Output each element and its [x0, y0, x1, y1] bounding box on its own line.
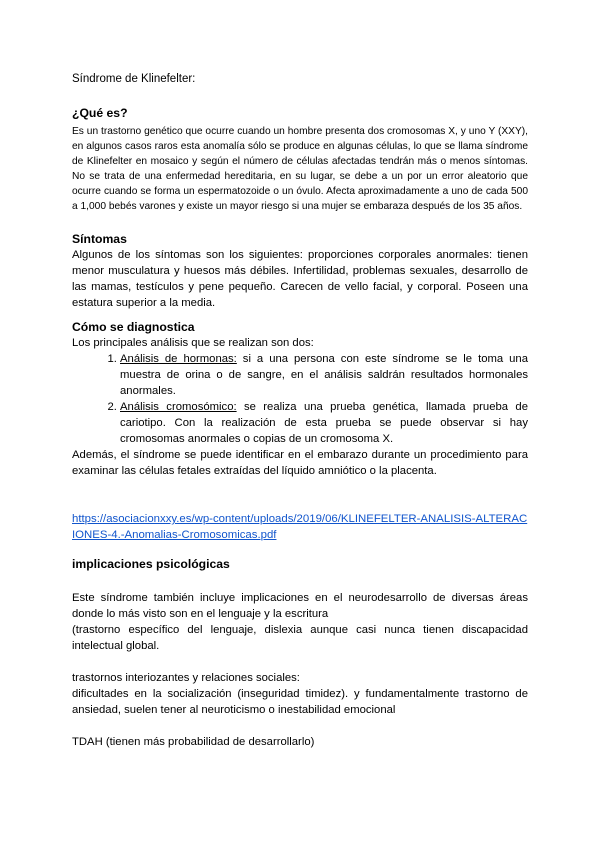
paragraph-trastorno-lenguaje: (trastorno específico del lenguaje, dislexia aunque casi nunca tienen discapacidad intelectual global. — [72, 624, 528, 652]
paragraph-que-es: Es un trastorno genético que ocurre cuando un hombre presenta dos cromosomas X, y uno Y (XXY), en algunos casos raros esta anomalía sólo se produce en algunas células, lo que se llama síndrome de Klinefelter en mosaico y según el número de células afectadas tendrán más o menos síntomas. No se trata de una enfermedad hereditaria, en su lugar, se debe a un por un error aleatorio que ocurre cuando se forma un espermatozoide o un óvulo. Afecta aproximadamente a uno de cada 500 a 1,000 bebés varones y existe un mayor riesgo si una mujer se embaraza después de los 35 años. — [72, 126, 528, 212]
list-item-label: Análisis cromosómico: — [120, 401, 237, 413]
list-item — [120, 399, 528, 447]
paragraph-socializacion: dificultades en la socialización (inseguridad timidez). y fundamentalmente trastorno de ansiedad, suelen tener al neuroticismo o inestabilidad emocional — [72, 688, 528, 716]
document-title: Síndrome de Klinefelter: — [72, 73, 196, 85]
paragraph-sintomas: Algunos de los síntomas son los siguientes: proporciones corporales anormales: tienen menor musculatura y huesos más débiles. Infertilidad, problemas sexuales, desarrollo de las mamas, testículos y pene pequeño. Carecen de vello facial, y corporal. Poseen una estatura superior a la media. — [72, 249, 528, 309]
paragraph-diagnostico-intro: Los principales análisis que se realizan son dos: — [72, 337, 314, 349]
diagnostico-list — [72, 351, 528, 447]
paragraph-trastornos-interiorizantes: trastornos interiozantes y relaciones sociales: — [72, 672, 300, 684]
reference-link[interactable]: https://asociacionxxy.es/wp-content/uploads/2019/06/KLINEFELTER-ANALISIS-ALTERACIONES-4.-Anomalias-Cromosomicas.pdf — [72, 513, 528, 541]
paragraph-tdah: TDAH (tienen más probabilidad de desarrollarlo) — [72, 736, 315, 748]
list-item — [120, 351, 528, 399]
section-heading-sintomas: Síntomas — [72, 232, 127, 246]
section-heading-que-es: ¿Qué es? — [72, 106, 128, 120]
list-item-label: Análisis de hormonas: — [120, 353, 237, 365]
document-page — [72, 72, 528, 750]
section-heading-implicaciones: implicaciones psicológicas — [72, 557, 230, 571]
paragraph-neurodesarrollo: Este síndrome también incluye implicaciones en el neurodesarrollo de diversas áreas donde lo más visto son en el lenguaje y la escritura — [72, 592, 528, 620]
section-heading-diagnostico: Cómo se diagnostica — [72, 320, 195, 334]
list-item-text: si a una persona con este síndrome se le toma una muestra de orina o de sangre, en el análisis saldrán resultados hormonales anormales. — [120, 353, 528, 397]
paragraph-diagnostico-embarazo: Además, el síndrome se puede identificar en el embarazo durante un procedimiento para examinar las células fetales extraídas del líquido amniótico o la placenta. — [72, 449, 528, 477]
list-item-text: se realiza una prueba genética, llamada prueba de cariotipo. Con la realización de esta prueba se puede observar si hay cromosomas anormales o copias de un cromosoma X. — [120, 401, 528, 445]
